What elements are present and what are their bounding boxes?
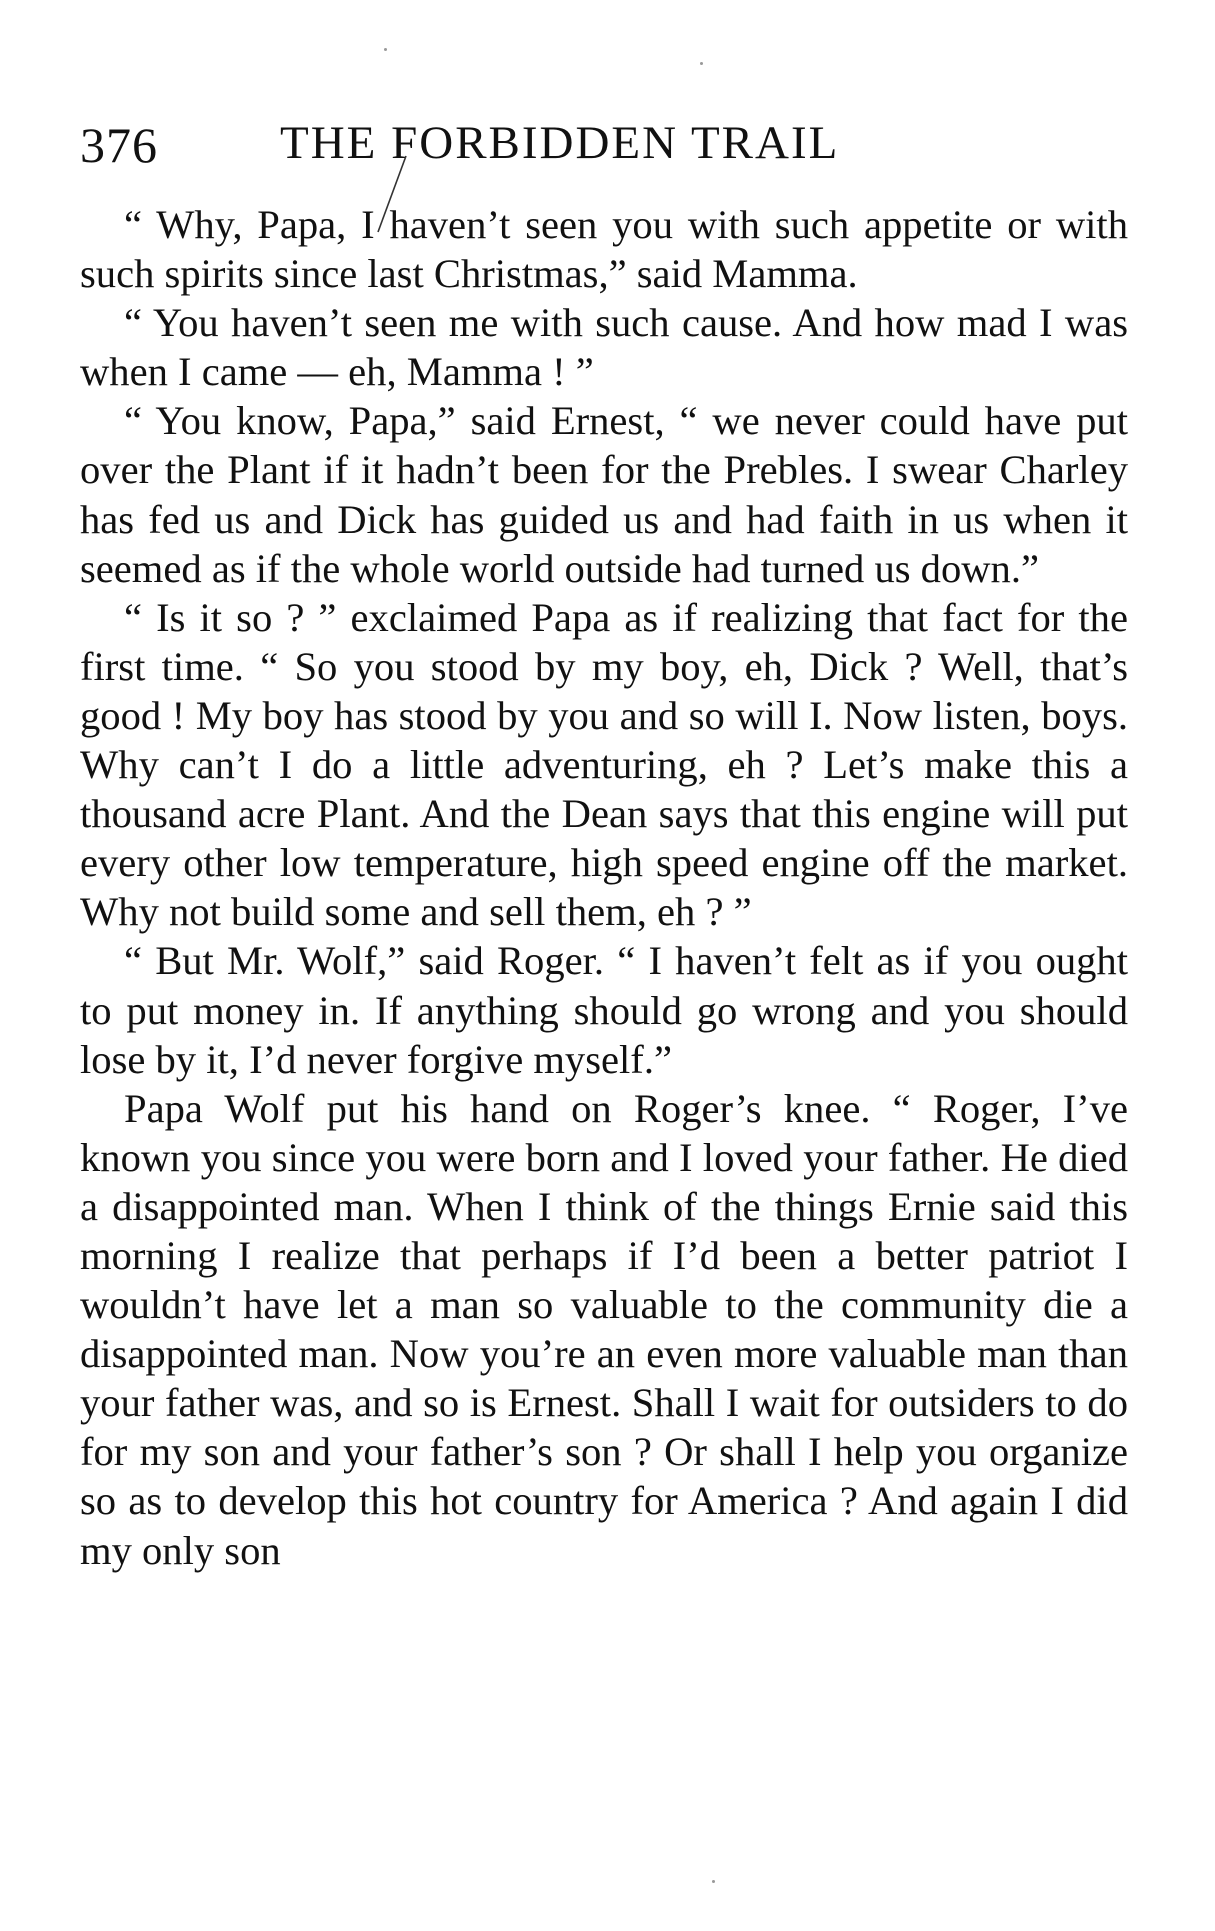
body-text <box>80 200 1128 1575</box>
paragraph: “ But Mr. Wolf,” said Roger. “ I haven’t felt as if you ought to put money in. If anything should go wrong and you should lose by it, I’d never forgive myself.” <box>80 938 1128 1082</box>
paragraph: Papa Wolf put his hand on Roger’s knee. “ Roger, I’ve known you since you were born and I loved your father. He died a disappointed man. When I think of the things Ernie said this morning I realize that perhaps if I’d been a better patriot I wouldn’t have let a man so valuable to the community die a disappointed man. Now you’re an even more valuable man than your father was, and so is Ernest. Shall I wait for outsiders to do for my son and your father’s son ? Or shall I help you organize so as to develop this hot country for America ? And again I did my only son <box>80 1085 1128 1573</box>
book-page <box>80 110 1130 1890</box>
running-title: THE FORBIDDEN TRAIL <box>280 117 840 169</box>
page-number: 376 <box>80 117 158 173</box>
paragraph: “ You know, Papa,” said Ernest, “ we never could have put over the Plant if it hadn’t been for the Prebles. I swear Charley has fed us and Dick has guided us and had faith in us when it seemed as if the whole world outside had turned us down.” <box>80 398 1128 591</box>
paper-speck <box>384 48 387 51</box>
paragraph: “ You haven’t seen me with such cause. And how mad I was when I came — eh, Mamma ! ” <box>80 300 1128 395</box>
paragraph: “ Is it so ? ” exclaimed Papa as if realizing that fact for the first time. “ So you stood by my boy, eh, Dick ? Well, that’s good ! My boy has stood by you and so will I. Now listen, boys. Why can’t I do a little adventuring, eh ? Let’s make this a thousand acre Plant. And the Dean says that this engine will put every other low temperature, high speed engine off the market. Why not build some and sell them, eh ? ” <box>80 594 1128 935</box>
paper-speck <box>700 62 703 65</box>
paragraph: “ Why, Papa, I haven’t seen you with such appetite or with such spirits since last Christmas,” said Mamma. <box>80 202 1128 297</box>
paper-speck <box>712 1880 715 1883</box>
page-header <box>80 110 1130 180</box>
